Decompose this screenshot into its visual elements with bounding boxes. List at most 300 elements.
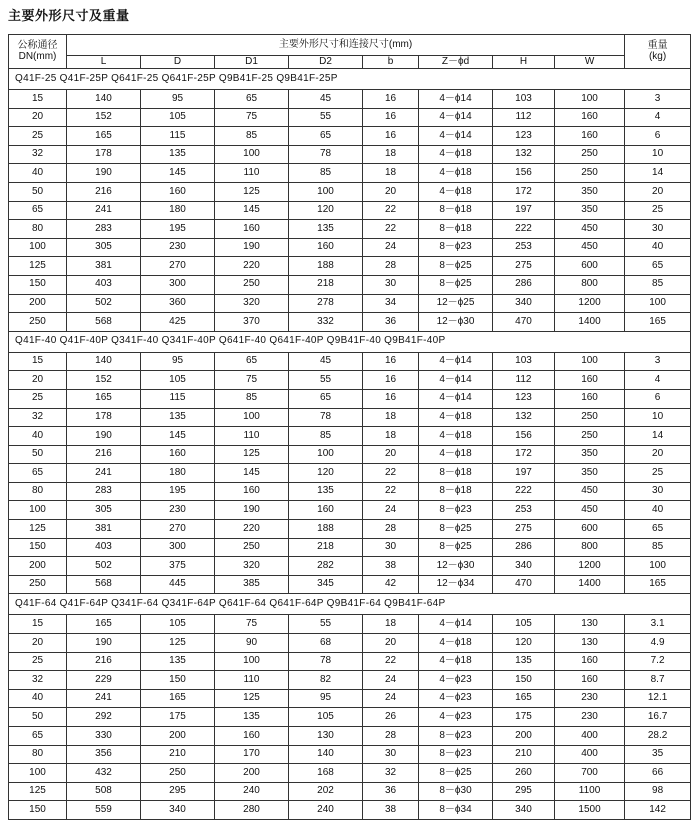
table-cell: 283 xyxy=(67,220,141,239)
table-cell: 6 xyxy=(625,127,691,146)
table-cell: 30 xyxy=(363,538,419,557)
table-cell: 320 xyxy=(215,294,289,313)
table-cell: 65 xyxy=(9,464,67,483)
table-cell: 188 xyxy=(289,257,363,276)
table-cell: 4－ϕ14 xyxy=(419,371,493,390)
table-cell: 403 xyxy=(67,275,141,294)
table-cell: 120 xyxy=(289,201,363,220)
table-row xyxy=(9,257,691,276)
table-cell: 160 xyxy=(141,445,215,464)
column-header: D1 xyxy=(215,56,289,69)
table-cell: 55 xyxy=(289,108,363,127)
table-cell: 34 xyxy=(363,294,419,313)
table-cell: 150 xyxy=(9,538,67,557)
table-row xyxy=(9,727,691,746)
table-cell: 145 xyxy=(141,427,215,446)
table-cell: 385 xyxy=(215,575,289,594)
table-cell: 381 xyxy=(67,520,141,539)
table-row xyxy=(9,201,691,220)
table-cell: 115 xyxy=(141,127,215,146)
table-cell: 100 xyxy=(555,352,625,371)
table-cell: 4－ϕ18 xyxy=(419,182,493,201)
table-cell: 50 xyxy=(9,708,67,727)
table-cell: 559 xyxy=(67,801,141,820)
table-cell: 450 xyxy=(555,238,625,257)
table-cell: 568 xyxy=(67,575,141,594)
table-cell: 45 xyxy=(289,352,363,371)
table-cell: 253 xyxy=(493,501,555,520)
table-cell: 10 xyxy=(625,408,691,427)
table-cell: 20 xyxy=(625,182,691,201)
table-cell: 8－ϕ30 xyxy=(419,782,493,801)
model-group-row xyxy=(9,69,691,90)
table-cell: 200 xyxy=(215,764,289,783)
table-cell: 80 xyxy=(9,745,67,764)
table-cell: 140 xyxy=(289,745,363,764)
table-cell: 95 xyxy=(289,689,363,708)
table-cell: 20 xyxy=(9,371,67,390)
table-cell: 32 xyxy=(9,408,67,427)
table-cell: 12－ϕ25 xyxy=(419,294,493,313)
table-cell: 241 xyxy=(67,464,141,483)
table-cell: 125 xyxy=(9,520,67,539)
table-cell: 600 xyxy=(555,257,625,276)
table-cell: 450 xyxy=(555,501,625,520)
table-cell: 370 xyxy=(215,313,289,332)
table-cell: 340 xyxy=(493,557,555,576)
table-cell: 4－ϕ18 xyxy=(419,408,493,427)
table-cell: 130 xyxy=(555,615,625,634)
table-cell: 195 xyxy=(141,482,215,501)
table-cell: 230 xyxy=(141,238,215,257)
table-cell: 8－ϕ25 xyxy=(419,520,493,539)
table-row xyxy=(9,294,691,313)
table-cell: 222 xyxy=(493,220,555,239)
table-cell: 180 xyxy=(141,464,215,483)
table-cell: 16 xyxy=(363,90,419,109)
table-cell: 100 xyxy=(9,501,67,520)
table-cell: 190 xyxy=(215,238,289,257)
table-cell: 295 xyxy=(493,782,555,801)
table-cell: 98 xyxy=(625,782,691,801)
table-cell: 120 xyxy=(289,464,363,483)
table-cell: 22 xyxy=(363,220,419,239)
table-row xyxy=(9,313,691,332)
table-cell: 30 xyxy=(625,220,691,239)
column-header: H xyxy=(493,56,555,69)
table-cell: 15 xyxy=(9,352,67,371)
table-cell: 100 xyxy=(9,238,67,257)
table-cell: 123 xyxy=(493,389,555,408)
table-cell: 150 xyxy=(141,671,215,690)
table-cell: 32 xyxy=(9,671,67,690)
table-cell: 165 xyxy=(67,389,141,408)
table-cell: 295 xyxy=(141,782,215,801)
table-cell: 8－ϕ25 xyxy=(419,275,493,294)
table-cell: 250 xyxy=(215,275,289,294)
table-cell: 20 xyxy=(363,445,419,464)
table-cell: 165 xyxy=(625,313,691,332)
table-row xyxy=(9,275,691,294)
table-cell: 450 xyxy=(555,482,625,501)
table-row xyxy=(9,238,691,257)
table-cell: 502 xyxy=(67,557,141,576)
table-cell: 445 xyxy=(141,575,215,594)
table-cell: 85 xyxy=(625,275,691,294)
table-cell: 18 xyxy=(363,427,419,446)
table-cell: 10 xyxy=(625,145,691,164)
table-cell: 12.1 xyxy=(625,689,691,708)
table-cell: 200 xyxy=(493,727,555,746)
table-cell: 4－ϕ18 xyxy=(419,652,493,671)
table-cell: 160 xyxy=(555,108,625,127)
table-cell: 450 xyxy=(555,220,625,239)
table-cell: 330 xyxy=(67,727,141,746)
model-group-label: Q41F-25 Q41F-25P Q641F-25 Q641F-25P Q9B41F-25 Q9B41F-25P xyxy=(9,69,691,90)
table-row xyxy=(9,745,691,764)
table-row xyxy=(9,652,691,671)
table-cell: 14 xyxy=(625,164,691,183)
table-cell: 160 xyxy=(215,220,289,239)
table-cell: 105 xyxy=(141,615,215,634)
table-cell: 400 xyxy=(555,745,625,764)
table-cell: 200 xyxy=(141,727,215,746)
table-cell: 375 xyxy=(141,557,215,576)
table-cell: 18 xyxy=(363,615,419,634)
table-cell: 100 xyxy=(215,652,289,671)
table-cell: 170 xyxy=(215,745,289,764)
table-cell: 300 xyxy=(141,538,215,557)
table-cell: 4－ϕ14 xyxy=(419,127,493,146)
table-cell: 65 xyxy=(9,201,67,220)
table-cell: 160 xyxy=(555,671,625,690)
table-cell: 65 xyxy=(625,520,691,539)
table-cell: 180 xyxy=(141,201,215,220)
table-cell: 320 xyxy=(215,557,289,576)
table-cell: 230 xyxy=(555,708,625,727)
table-cell: 78 xyxy=(289,408,363,427)
table-row xyxy=(9,182,691,201)
table-cell: 125 xyxy=(141,634,215,653)
table-cell: 156 xyxy=(493,164,555,183)
table-row xyxy=(9,220,691,239)
table-cell: 26 xyxy=(363,708,419,727)
table-cell: 135 xyxy=(141,652,215,671)
table-cell: 30 xyxy=(363,745,419,764)
table-cell: 260 xyxy=(493,764,555,783)
table-cell: 270 xyxy=(141,257,215,276)
table-cell: 240 xyxy=(215,782,289,801)
table-cell: 36 xyxy=(363,782,419,801)
table-cell: 20 xyxy=(9,108,67,127)
table-cell: 160 xyxy=(289,238,363,257)
table-cell: 470 xyxy=(493,575,555,594)
table-cell: 32 xyxy=(363,764,419,783)
table-cell: 15 xyxy=(9,615,67,634)
table-cell: 50 xyxy=(9,182,67,201)
table-cell: 105 xyxy=(493,615,555,634)
table-cell: 25 xyxy=(9,127,67,146)
table-cell: 80 xyxy=(9,482,67,501)
table-cell: 32 xyxy=(9,145,67,164)
table-row xyxy=(9,352,691,371)
table-row xyxy=(9,427,691,446)
table-cell: 25 xyxy=(9,389,67,408)
table-cell: 220 xyxy=(215,257,289,276)
table-cell: 100 xyxy=(289,445,363,464)
table-cell: 20 xyxy=(9,634,67,653)
table-cell: 8－ϕ18 xyxy=(419,220,493,239)
table-cell: 145 xyxy=(215,201,289,220)
table-cell: 12－ϕ30 xyxy=(419,313,493,332)
table-row xyxy=(9,464,691,483)
table-cell: 156 xyxy=(493,427,555,446)
table-cell: 135 xyxy=(215,708,289,727)
table-cell: 8－ϕ18 xyxy=(419,201,493,220)
table-cell: 130 xyxy=(555,634,625,653)
table-cell: 250 xyxy=(555,427,625,446)
table-cell: 175 xyxy=(493,708,555,727)
table-cell: 65 xyxy=(215,352,289,371)
table-cell: 8－ϕ25 xyxy=(419,257,493,276)
table-cell: 3.1 xyxy=(625,615,691,634)
table-cell: 210 xyxy=(493,745,555,764)
table-cell: 30 xyxy=(363,275,419,294)
table-cell: 4－ϕ18 xyxy=(419,164,493,183)
table-cell: 165 xyxy=(493,689,555,708)
table-cell: 65 xyxy=(289,127,363,146)
table-cell: 105 xyxy=(289,708,363,727)
table-cell: 100 xyxy=(215,145,289,164)
table-cell: 282 xyxy=(289,557,363,576)
table-cell: 4.9 xyxy=(625,634,691,653)
table-cell: 66 xyxy=(625,764,691,783)
table-cell: 175 xyxy=(141,708,215,727)
table-cell: 250 xyxy=(9,575,67,594)
table-cell: 210 xyxy=(141,745,215,764)
table-cell: 123 xyxy=(493,127,555,146)
table-row xyxy=(9,520,691,539)
table-cell: 4－ϕ14 xyxy=(419,615,493,634)
table-cell: 250 xyxy=(215,538,289,557)
table-cell: 197 xyxy=(493,464,555,483)
table-cell: 1100 xyxy=(555,782,625,801)
table-cell: 38 xyxy=(363,557,419,576)
table-cell: 4－ϕ18 xyxy=(419,634,493,653)
table-cell: 65 xyxy=(625,257,691,276)
table-cell: 24 xyxy=(363,671,419,690)
table-cell: 8－ϕ25 xyxy=(419,538,493,557)
table-cell: 18 xyxy=(363,408,419,427)
table-cell: 241 xyxy=(67,689,141,708)
column-header: L xyxy=(67,56,141,69)
table-cell: 12－ϕ34 xyxy=(419,575,493,594)
table-cell: 135 xyxy=(141,145,215,164)
table-cell: 275 xyxy=(493,257,555,276)
table-cell: 150 xyxy=(493,671,555,690)
table-cell: 78 xyxy=(289,652,363,671)
table-cell: 160 xyxy=(555,389,625,408)
table-cell: 22 xyxy=(363,482,419,501)
table-cell: 356 xyxy=(67,745,141,764)
table-cell: 65 xyxy=(289,389,363,408)
table-cell: 160 xyxy=(215,482,289,501)
table-cell: 103 xyxy=(493,90,555,109)
table-cell: 283 xyxy=(67,482,141,501)
table-cell: 135 xyxy=(141,408,215,427)
table-cell: 280 xyxy=(215,801,289,820)
table-cell: 350 xyxy=(555,464,625,483)
table-cell: 145 xyxy=(141,164,215,183)
table-cell: 200 xyxy=(9,294,67,313)
table-cell: 25 xyxy=(625,464,691,483)
table-cell: 1500 xyxy=(555,801,625,820)
table-cell: 305 xyxy=(67,501,141,520)
table-cell: 300 xyxy=(141,275,215,294)
model-group-row xyxy=(9,594,691,615)
table-cell: 85 xyxy=(215,127,289,146)
table-cell: 55 xyxy=(289,371,363,390)
table-cell: 7.2 xyxy=(625,652,691,671)
table-cell: 135 xyxy=(289,482,363,501)
table-cell: 165 xyxy=(141,689,215,708)
table-row xyxy=(9,557,691,576)
table-cell: 195 xyxy=(141,220,215,239)
table-cell: 80 xyxy=(9,220,67,239)
table-row xyxy=(9,371,691,390)
table-cell: 12－ϕ30 xyxy=(419,557,493,576)
table-cell: 241 xyxy=(67,201,141,220)
table-cell: 100 xyxy=(555,90,625,109)
table-cell: 160 xyxy=(555,127,625,146)
table-cell: 190 xyxy=(67,427,141,446)
model-group-row xyxy=(9,331,691,352)
table-cell: 22 xyxy=(363,201,419,220)
table-cell: 568 xyxy=(67,313,141,332)
table-cell: 85 xyxy=(289,427,363,446)
table-cell: 105 xyxy=(141,108,215,127)
table-cell: 15 xyxy=(9,90,67,109)
table-cell: 150 xyxy=(9,801,67,820)
table-cell: 216 xyxy=(67,182,141,201)
table-cell: 75 xyxy=(215,615,289,634)
table-cell: 502 xyxy=(67,294,141,313)
table-cell: 100 xyxy=(215,408,289,427)
weight-header: 重量 (kg) xyxy=(625,35,691,69)
table-cell: 8－ϕ23 xyxy=(419,501,493,520)
table-cell: 125 xyxy=(9,782,67,801)
table-cell: 28.2 xyxy=(625,727,691,746)
table-cell: 125 xyxy=(9,257,67,276)
table-cell: 4－ϕ18 xyxy=(419,445,493,464)
table-cell: 142 xyxy=(625,801,691,820)
table-cell: 178 xyxy=(67,408,141,427)
table-cell: 4－ϕ14 xyxy=(419,352,493,371)
table-cell: 172 xyxy=(493,445,555,464)
table-cell: 45 xyxy=(289,90,363,109)
table-cell: 24 xyxy=(363,238,419,257)
table-cell: 112 xyxy=(493,108,555,127)
table-cell: 16 xyxy=(363,127,419,146)
table-cell: 3 xyxy=(625,90,691,109)
table-cell: 110 xyxy=(215,164,289,183)
table-cell: 75 xyxy=(215,371,289,390)
column-header: D2 xyxy=(289,56,363,69)
table-cell: 160 xyxy=(215,727,289,746)
table-cell: 8－ϕ25 xyxy=(419,764,493,783)
table-cell: 24 xyxy=(363,689,419,708)
table-cell: 65 xyxy=(215,90,289,109)
model-group-label: Q41F-64 Q41F-64P Q341F-64 Q341F-64P Q641F-64 Q641F-64P Q9B41F-64 Q9B41F-64P xyxy=(9,594,691,615)
table-cell: 190 xyxy=(67,164,141,183)
table-row xyxy=(9,575,691,594)
table-cell: 292 xyxy=(67,708,141,727)
table-cell: 4－ϕ18 xyxy=(419,145,493,164)
table-cell: 100 xyxy=(289,182,363,201)
table-cell: 152 xyxy=(67,371,141,390)
table-cell: 110 xyxy=(215,427,289,446)
table-cell: 22 xyxy=(363,652,419,671)
table-cell: 4－ϕ14 xyxy=(419,389,493,408)
table-cell: 4 xyxy=(625,371,691,390)
table-cell: 470 xyxy=(493,313,555,332)
table-cell: 508 xyxy=(67,782,141,801)
table-cell: 125 xyxy=(215,182,289,201)
table-cell: 28 xyxy=(363,520,419,539)
table-cell: 8－ϕ18 xyxy=(419,482,493,501)
table-cell: 65 xyxy=(9,727,67,746)
table-cell: 75 xyxy=(215,108,289,127)
table-cell: 160 xyxy=(141,182,215,201)
table-cell: 140 xyxy=(67,352,141,371)
table-cell: 16.7 xyxy=(625,708,691,727)
table-cell: 30 xyxy=(625,482,691,501)
dn-header: 公称通径 DN(mm) xyxy=(9,35,67,69)
table-cell: 190 xyxy=(67,634,141,653)
table-cell: 40 xyxy=(9,689,67,708)
table-cell: 95 xyxy=(141,352,215,371)
table-cell: 340 xyxy=(493,294,555,313)
table-cell: 270 xyxy=(141,520,215,539)
table-row xyxy=(9,127,691,146)
table-cell: 165 xyxy=(67,615,141,634)
table-cell: 275 xyxy=(493,520,555,539)
table-cell: 350 xyxy=(555,445,625,464)
table-cell: 105 xyxy=(141,371,215,390)
table-cell: 82 xyxy=(289,671,363,690)
table-row xyxy=(9,482,691,501)
table-cell: 25 xyxy=(625,201,691,220)
table-cell: 90 xyxy=(215,634,289,653)
table-cell: 24 xyxy=(363,501,419,520)
table-cell: 145 xyxy=(215,464,289,483)
table-cell: 218 xyxy=(289,275,363,294)
table-cell: 4 xyxy=(625,108,691,127)
table-row xyxy=(9,671,691,690)
table-cell: 700 xyxy=(555,764,625,783)
table-cell: 350 xyxy=(555,201,625,220)
table-cell: 16 xyxy=(363,352,419,371)
table-row xyxy=(9,145,691,164)
table-cell: 6 xyxy=(625,389,691,408)
table-cell: 222 xyxy=(493,482,555,501)
table-row xyxy=(9,108,691,127)
table-cell: 38 xyxy=(363,801,419,820)
table-cell: 340 xyxy=(493,801,555,820)
table-cell: 3 xyxy=(625,352,691,371)
table-cell: 400 xyxy=(555,727,625,746)
table-row xyxy=(9,164,691,183)
